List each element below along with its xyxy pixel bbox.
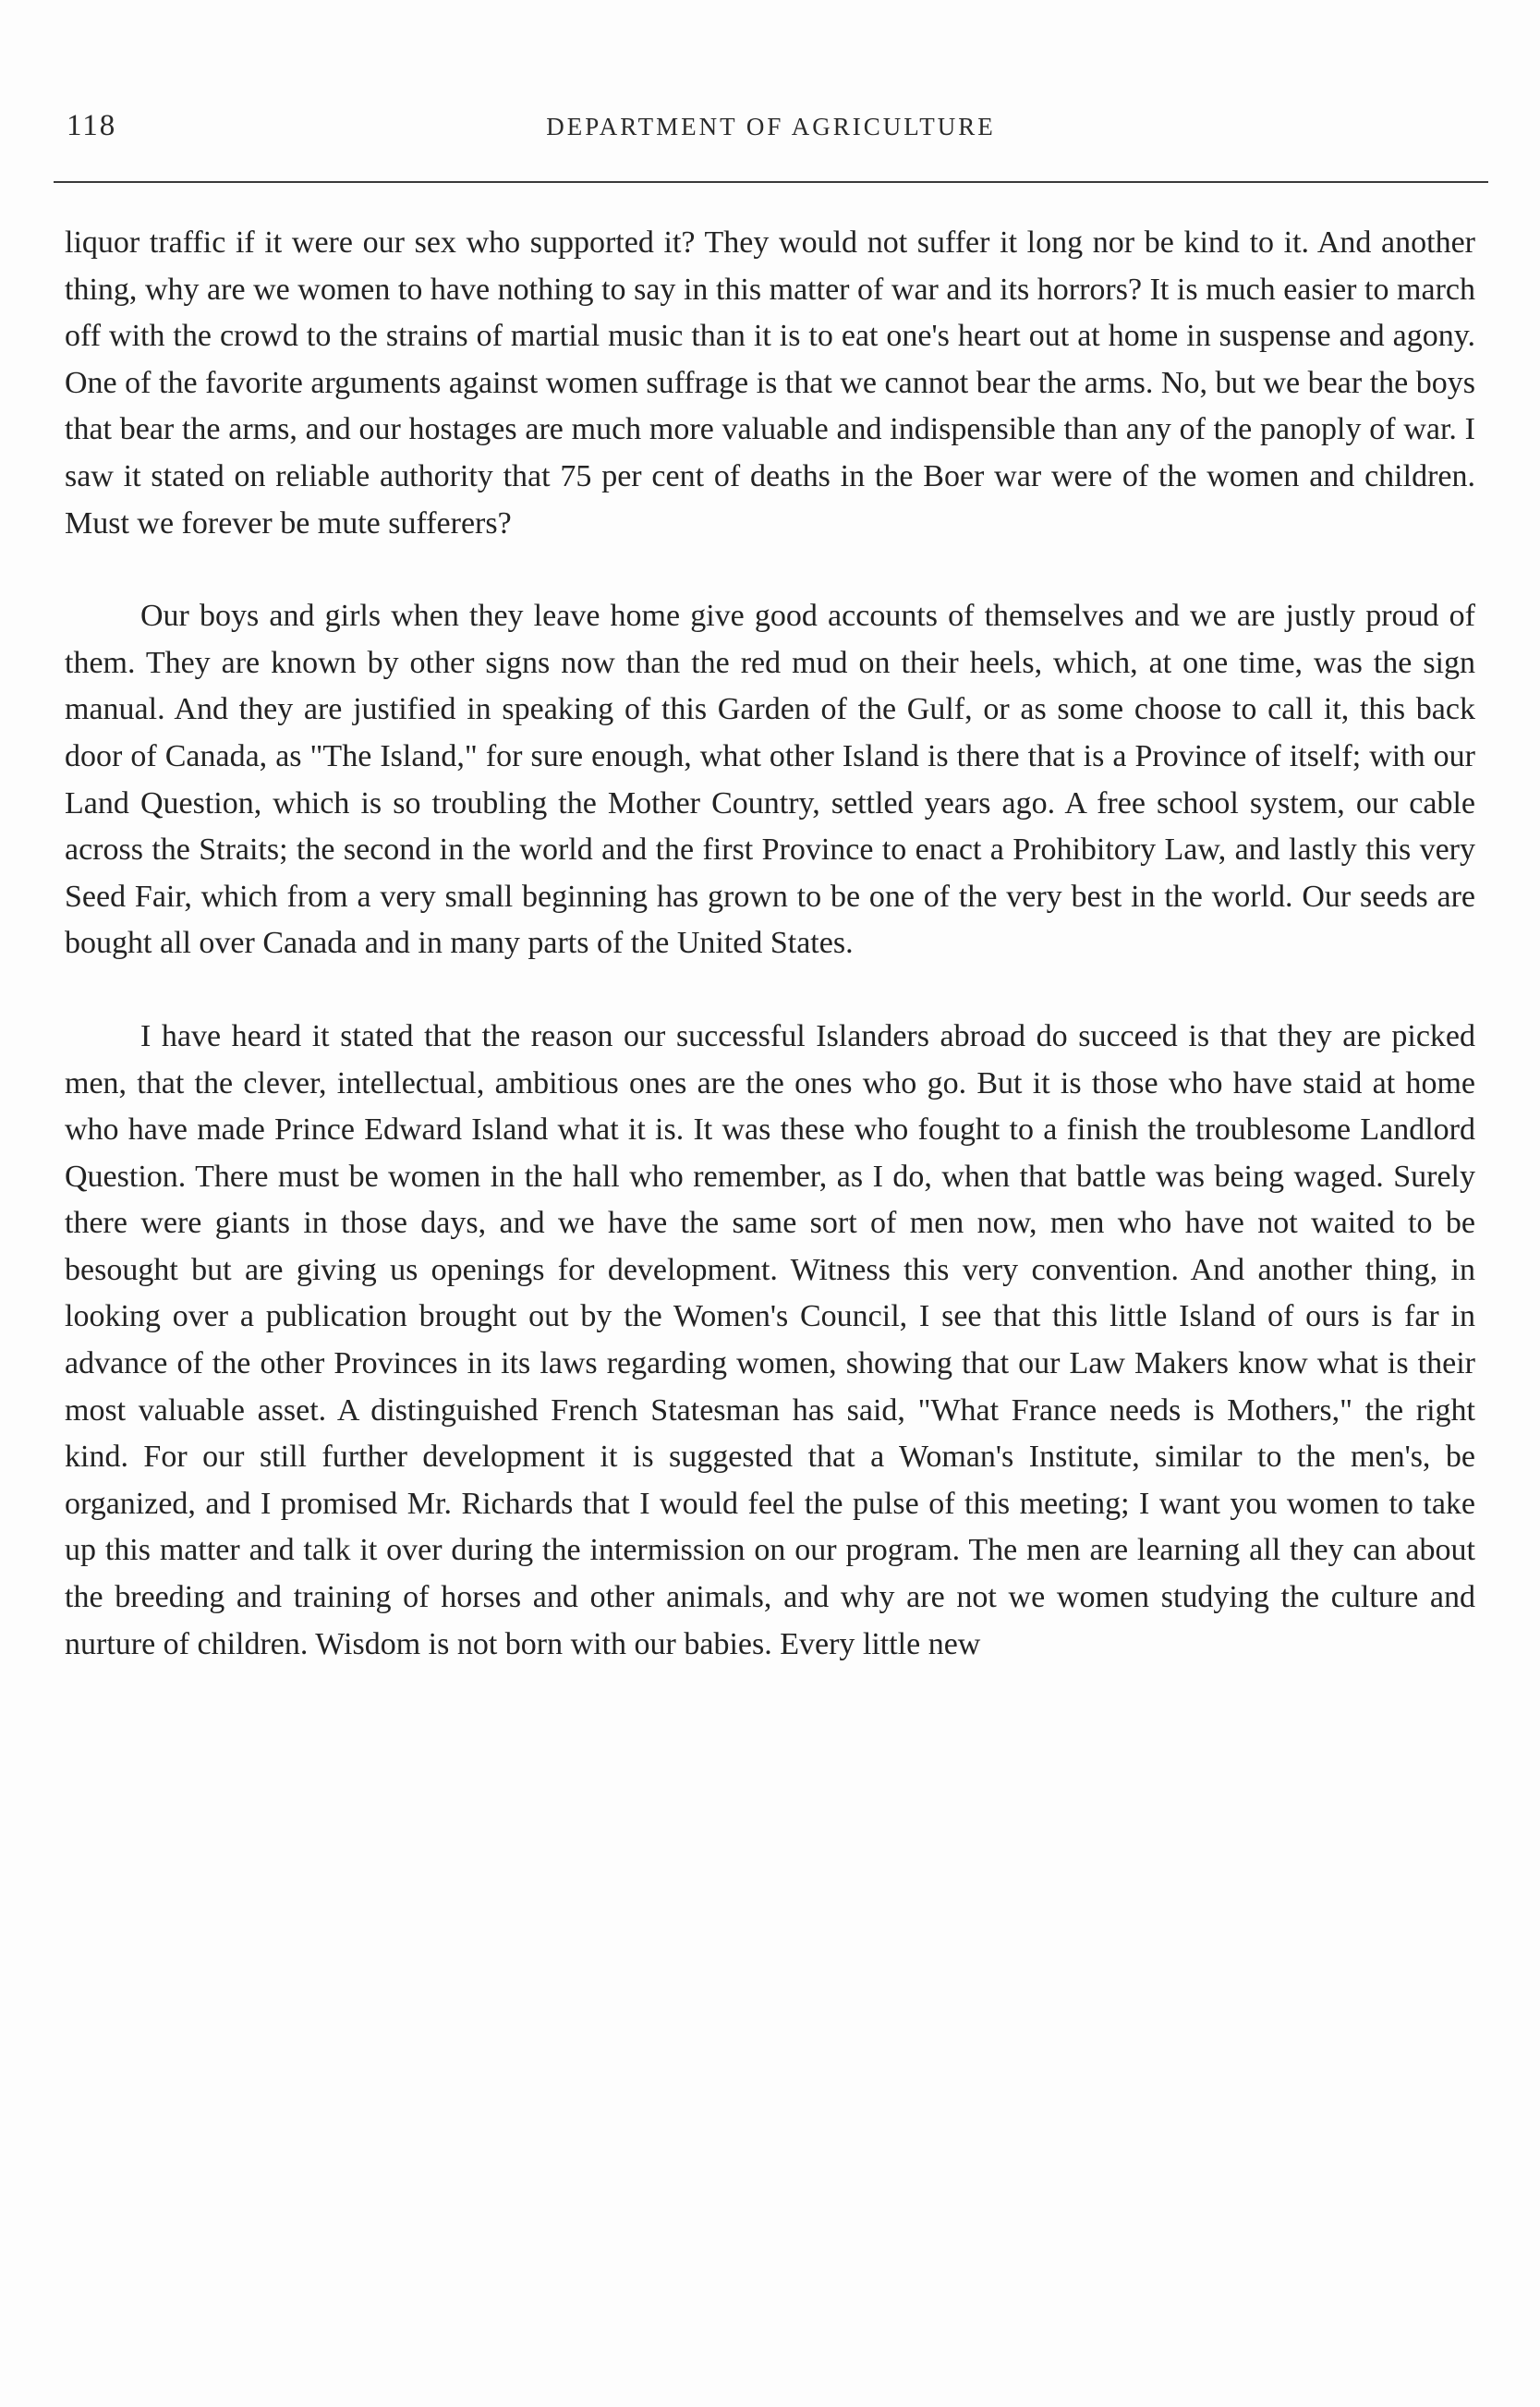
paragraph-1: liquor traffic if it were our sex who supported it? They would not suffer it long nor be kind to it. And another thing, why are we women to have nothing to say in this matter of war and its horrors? It is much easier to march off with the crowd to the strains of martial music than it is to eat one's heart out at home in suspense and agony. One of the favorite arguments against women suffrage is that we cannot bear the arms. No, but we bear the boys that bear the arms, and our hostages are much more valuable and indispensible than any of the panoply of war. I saw it stated on reliable authority that 75 per cent of deaths in the Boer war were of the women and children. Must we forever be mute sufferers? <box>65 225 1475 541</box>
paragraph-2: Our boys and girls when they leave home give good accounts of themselves and we are justly proud of them. They are known by other signs now than the red mud on their heels, which, at one time, was the sign manual. And they are justified in speaking of this Garden of the Gulf, or as some choose to call it, this back door of Canada, as "The Island," for sure enough, what other Island is there that is a Province of itself; with our Land Question, which is so troubling the Mother Country, settled years ago. A free school system, our cable across the Straits; the second in the world and the first Province to enact a Prohibitory Law, and lastly this very Seed Fair, which from a very small beginning has grown to be one of the very best in the world. Our seeds are bought all over Canada and in many parts of the United States. <box>65 599 1475 961</box>
body-text <box>65 220 1475 1668</box>
paragraph-3: I have heard it stated that the reason our successful Islanders abroad do succeed is that they are picked men, that the clever, intellectual, ambitious ones are the ones who go. But it is those who have staid at home who have made Prince Edward Island what it is. It was these who fought to a finish the troublesome Landlord Question. There must be women in the hall who remember, as I do, when that battle was being waged. Surely there were giants in those days, and we have the same sort of men now, men who have not waited to be besought but are giving us openings for development. Witness this very convention. And another thing, in looking over a publication brought out by the Women's Council, I see that this little Island of ours is far in advance of the other Provinces in its laws regarding women, showing that our Law Makers know what is their most valuable asset. A distinguished French Statesman has said, "What France needs is Mothers," the right kind. For our still further development it is suggested that a Woman's Institute, similar to the men's, be organized, and I promised Mr. Richards that I would feel the pulse of this meeting; I want you women to take up this matter and talk it over during the intermission on our program. The men are learning all they can about the breeding and training of horses and other animals, and why are not we women studying the culture and nurture of children. Wisdom is not born with our babies. Every little new <box>65 1018 1475 1661</box>
page-header <box>67 109 1475 155</box>
running-head: DEPARTMENT OF AGRICULTURE <box>546 113 996 140</box>
header-rule <box>54 181 1488 183</box>
page-number: 118 <box>67 109 117 142</box>
